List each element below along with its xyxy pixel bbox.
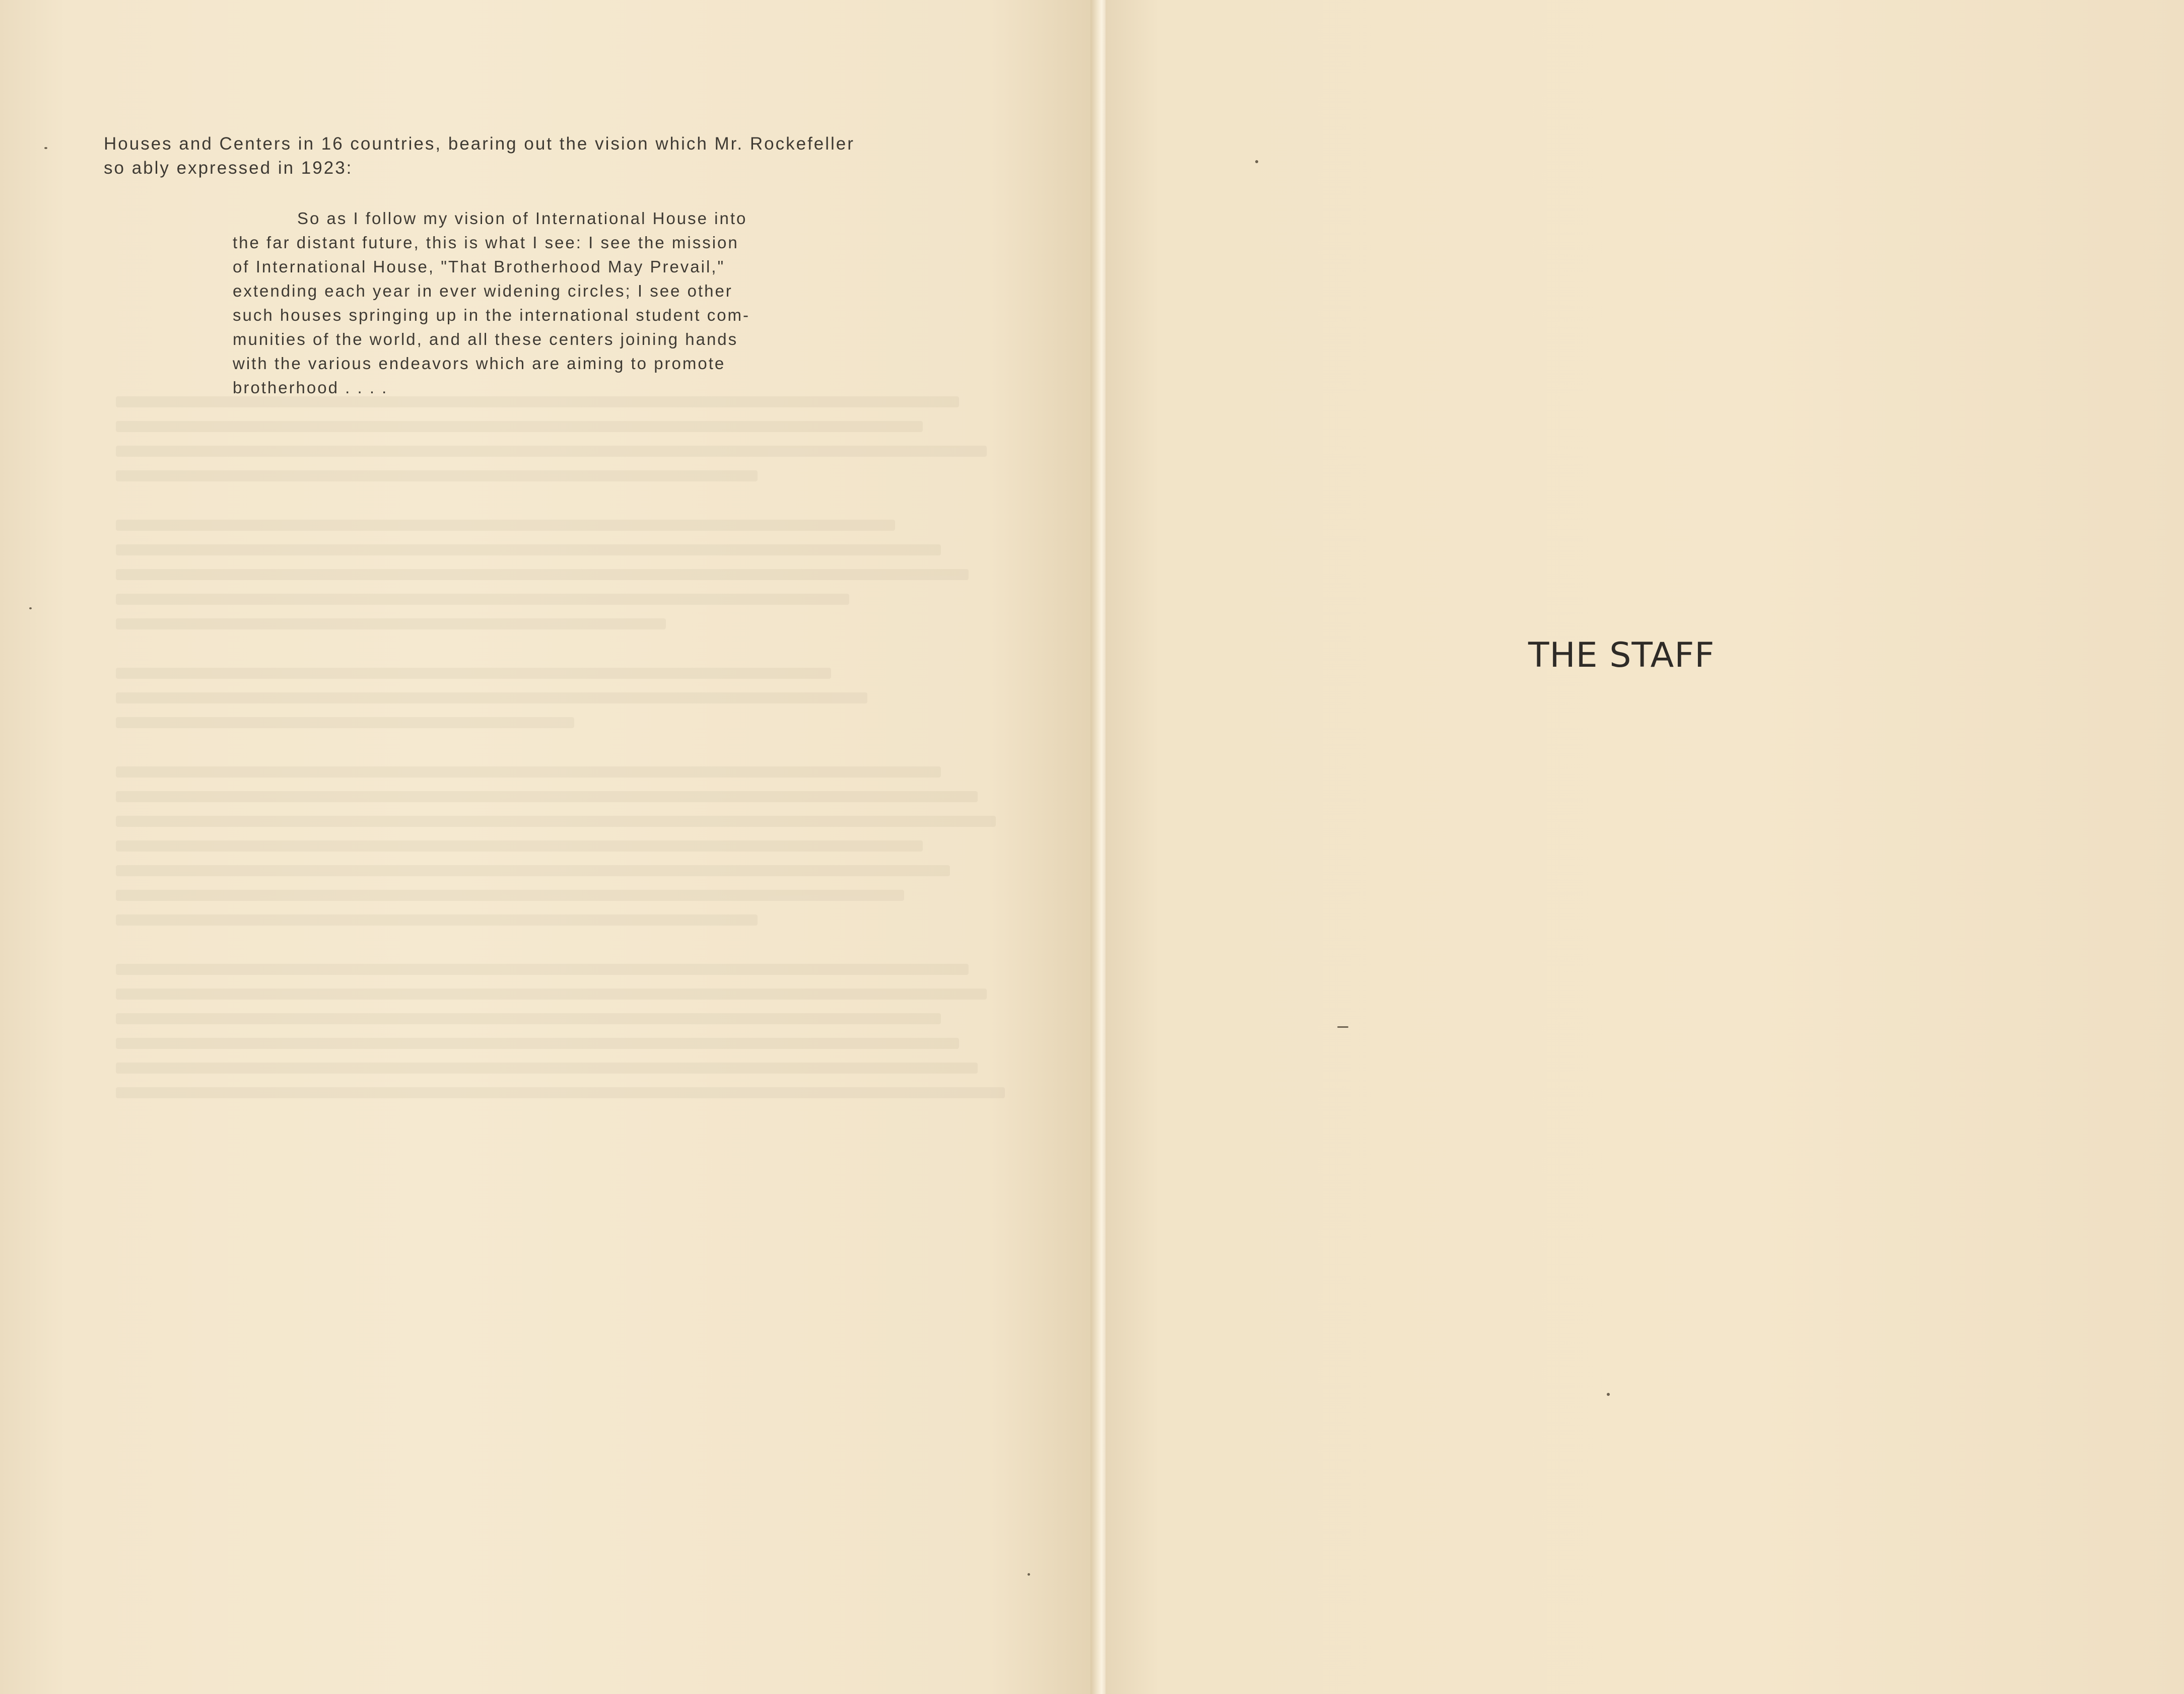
paper-speck xyxy=(1255,160,1258,163)
paper-speck xyxy=(1607,1393,1610,1396)
quote-line: the far distant future, this is what I see: I see the mission xyxy=(233,233,739,252)
quote-line: with the various endeavors which are aiming to promote xyxy=(233,354,726,373)
quote-line: extending each year in ever widening circles; I see other xyxy=(233,281,733,300)
intro-paragraph xyxy=(104,132,1010,180)
intro-line: Houses and Centers in 16 countries, bearing out the vision which Mr. Rockefeller xyxy=(104,134,855,154)
quote-line: munities of the world, and all these centers joining hands xyxy=(233,330,738,348)
quote-line: of International House, "That Brotherhood May Prevail," xyxy=(233,257,725,276)
bleed-through-text xyxy=(116,383,1033,1339)
quote-line: brotherhood . . . . xyxy=(233,378,388,397)
paper-speck xyxy=(1337,1026,1348,1028)
section-title: THE STAFF xyxy=(1528,636,1715,675)
quote-line: such houses springing up in the international student com- xyxy=(233,306,750,324)
intro-line: so ably expressed in 1923: xyxy=(104,158,353,178)
paper-speck xyxy=(1028,1573,1030,1576)
rockefeller-quote xyxy=(233,206,888,400)
paper-speck xyxy=(29,607,32,609)
quote-line: So as I follow my vision of International House into xyxy=(297,209,747,228)
right-page xyxy=(1106,0,2184,1694)
paper-speck xyxy=(44,147,47,149)
